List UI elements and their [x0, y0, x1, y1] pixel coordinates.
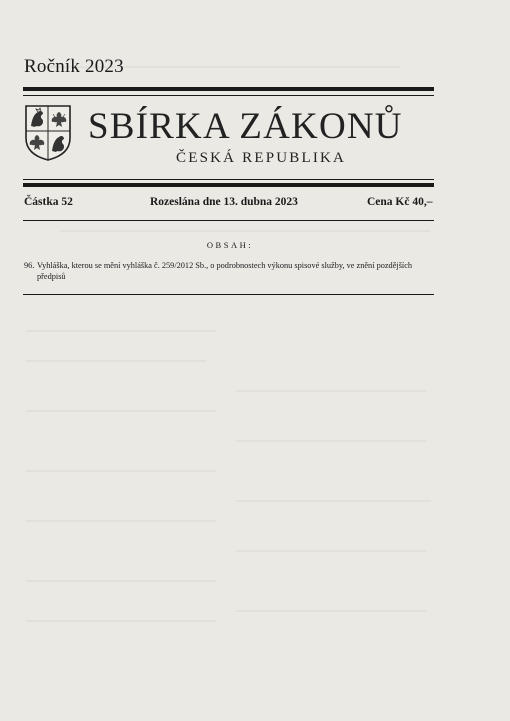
distribution-date: Rozeslána dne 13. dubna 2023: [150, 196, 298, 208]
contents-item-text: Vyhláška, kterou se mění vyhláška č. 259/2012 Sb., o podrobnostech výkonu spisové služby, ve znění pozdějších: [37, 261, 413, 270]
issue-number: Částka 52: [24, 196, 73, 208]
contents-item: [24, 260, 432, 282]
state-coat-of-arms-icon: [24, 104, 72, 161]
meta-rule: [23, 220, 434, 221]
mid-rule-thin: [23, 179, 434, 180]
issue-price: Cena Kč 40,–: [367, 196, 433, 208]
publication-subtitle: ČESKÁ REPUBLIKA: [176, 150, 347, 166]
top-rule-thin: [23, 95, 434, 96]
contents-item-text-continued: předpisů: [37, 272, 66, 281]
contents-bottom-rule: [23, 294, 434, 295]
publication-title: SBÍRKA ZÁKONŮ: [88, 106, 403, 147]
top-rule-thick: [23, 87, 434, 91]
mid-rule-thick: [23, 183, 434, 187]
contents-item-number: 96.: [24, 261, 35, 270]
contents-heading: OBSAH:: [206, 240, 254, 250]
volume-year: Ročník 2023: [24, 56, 124, 77]
